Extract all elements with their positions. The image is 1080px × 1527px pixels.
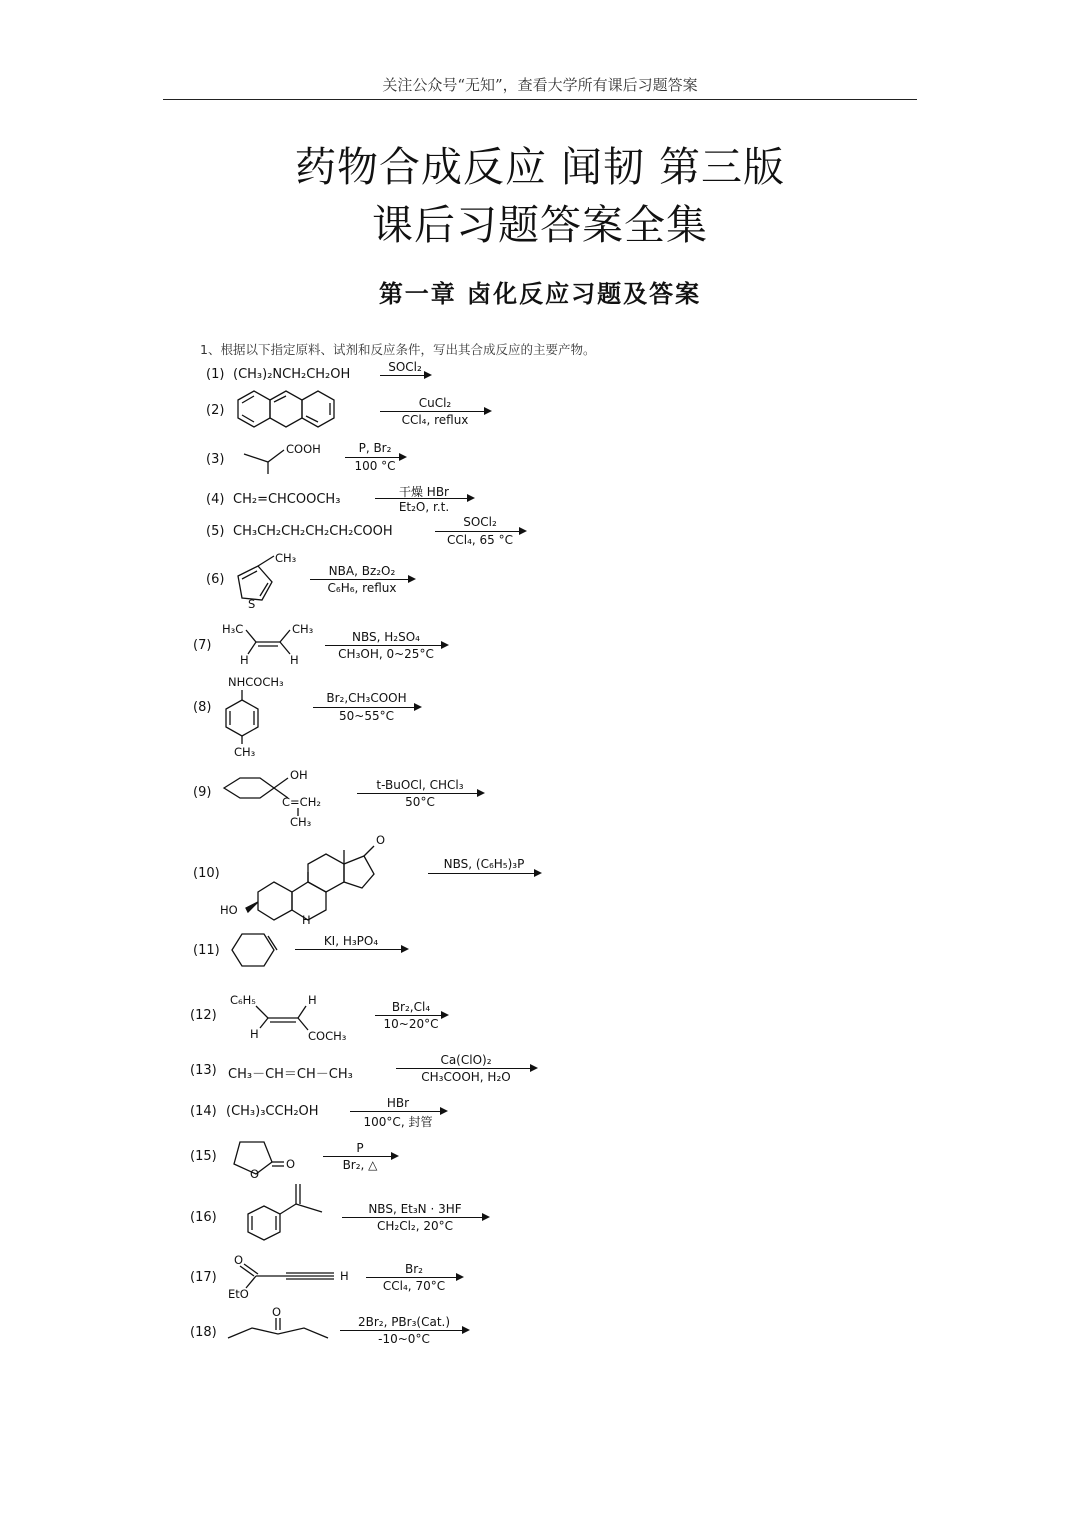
reaction-10-reagent: NBS, (C₆H₅)₃P (443, 857, 525, 871)
reaction-4-arrow (375, 498, 473, 499)
reaction-3-number: (3) (206, 452, 225, 467)
coch3-label: COCH₃ (308, 1029, 347, 1043)
reaction-9-reagent: t-BuOCl, CHCl₃ (376, 778, 464, 792)
c-ch2-label: C=CH₂ (282, 795, 321, 809)
methylthiophene-structure (228, 552, 318, 612)
reaction-5-conditions: CCl₄, 65 °C (447, 533, 513, 547)
cis-butene-structure (220, 620, 330, 670)
reaction-16-arrow (342, 1217, 488, 1218)
reaction-6-number: (6) (206, 572, 225, 587)
reaction-2-number: (2) (206, 403, 225, 418)
reaction-13-reagent: Ca(ClO)₂ (440, 1053, 492, 1067)
ch3-label: CH₃ (275, 551, 297, 565)
methylstyrene-structure (226, 1176, 336, 1246)
reaction-1-number: (1) (206, 367, 225, 382)
reaction-10-arrow (428, 873, 540, 874)
reaction-14-reagent: HBr (386, 1096, 410, 1110)
page-header: 关注公众号“无知”，查看大学所有课后习题答案 (382, 76, 698, 94)
isobutyric-acid-structure (242, 440, 342, 480)
reaction-17-reagent: Br₂ (405, 1262, 423, 1276)
reaction-16-conditions: CH₂Cl₂, 20°C (376, 1219, 453, 1233)
reaction-5-reagent: SOCl₂ (463, 515, 497, 529)
h-label: H (308, 993, 317, 1007)
reaction-2-conditions: CCl₄, reflux (401, 413, 469, 427)
reaction-9-number: (9) (193, 785, 212, 800)
header-divider (163, 99, 917, 100)
reaction-4-reagent: 干燥 HBr (398, 485, 449, 499)
h3c-label: H₃C (222, 622, 244, 636)
reaction-3-conditions: 100 °C (354, 459, 396, 473)
reaction-2-reagent: CuCl₂ (418, 396, 452, 410)
reaction-14-substrate: (CH₃)₃CCH₂OH (226, 1104, 319, 1119)
document-title-line1: 药物合成反应 闻韧 第三版 (294, 143, 786, 191)
reaction-9-arrow (357, 793, 483, 794)
reaction-7-conditions: CH₃OH, 0~25°C (338, 647, 434, 661)
reaction-5-number: (5) (206, 524, 225, 539)
chapter-heading: 第一章 卤化反应习题及答案 (378, 280, 702, 308)
reaction-13-conditions: CH₃COOH, H₂O (421, 1070, 511, 1084)
reaction-17-arrow (366, 1277, 462, 1278)
methylacetanilide-structure (214, 672, 314, 762)
reaction-7-reagent: NBS, H₂SO₄ (352, 630, 420, 644)
cooh-label: COOH (286, 442, 321, 456)
reaction-4-conditions: Et₂O, r.t. (398, 500, 450, 514)
ch3-label: CH₃ (290, 815, 312, 829)
reaction-5-substrate: CH₃CH₂CH₂CH₂CH₂COOH (233, 524, 393, 539)
ethyl-propiolate-structure (226, 1250, 366, 1306)
reaction-7-number: (7) (193, 638, 212, 653)
reaction-16-number: (16) (190, 1210, 217, 1225)
reaction-4-substrate: CH₂=CHCOOCH₃ (233, 492, 341, 507)
reaction-12-conditions: 10~20°C (383, 1017, 439, 1031)
reaction-11-number: (11) (193, 943, 220, 958)
reaction-2-arrow (380, 411, 490, 412)
reaction-1-arrow (380, 375, 430, 376)
reaction-12-number: (12) (190, 1008, 217, 1023)
reaction-1-substrate: (CH₃)₂NCH₂CH₂OH (233, 367, 351, 382)
steroid-structure (218, 828, 428, 928)
benzalacetone-structure (226, 990, 376, 1050)
reaction-6-conditions: C₆H₆, reflux (327, 581, 397, 595)
h-label: H (302, 913, 311, 927)
reaction-8-arrow (313, 707, 420, 708)
reaction-5-arrow (435, 531, 525, 532)
carbonyl-oxygen-label: O (234, 1253, 244, 1267)
c6h5-label: C₆H₅ (230, 993, 256, 1007)
eto-label: EtO (228, 1287, 249, 1301)
reaction-15-reagent: P (356, 1141, 364, 1155)
oxygen-label: O (376, 833, 386, 847)
h-label: H (340, 1269, 349, 1283)
reaction-15-arrow (323, 1156, 397, 1157)
ring-oxygen-label: O (250, 1167, 260, 1181)
reaction-6-reagent: NBA, Bz₂O₂ (328, 564, 396, 578)
pentanone-structure (226, 1304, 336, 1344)
cyclohexene-structure (228, 930, 288, 972)
reaction-12-reagent: Br₂,Cl₄ (391, 1000, 431, 1014)
oh-label: OH (290, 768, 308, 782)
reaction-6-arrow (310, 579, 414, 580)
reaction-17-number: (17) (190, 1270, 217, 1285)
reaction-10-number: (10) (193, 866, 220, 881)
reaction-3-arrow (345, 457, 405, 458)
reaction-14-conditions: 100°C, 封管 (363, 1115, 433, 1129)
reaction-3-reagent: P, Br₂ (358, 441, 392, 455)
reaction-15-conditions: Br₂, △ (342, 1158, 378, 1172)
reaction-18-number: (18) (190, 1325, 217, 1340)
anthracene-structure (228, 388, 368, 438)
sulfur-label: S (248, 597, 256, 611)
reaction-12-arrow (375, 1015, 447, 1016)
reaction-1-reagent: SOCl₂ (388, 360, 422, 374)
reaction-8-conditions: 50~55°C (339, 709, 394, 723)
reaction-18-reagent: 2Br₂, PBr₃(Cat.) (357, 1315, 451, 1329)
reaction-13-substrate: CH₃－CH＝CH－CH₃ (228, 1067, 353, 1082)
h-label: H (240, 653, 249, 667)
reaction-14-number: (14) (190, 1104, 217, 1119)
h-label: H (290, 653, 299, 667)
ho-label: HO (220, 903, 238, 917)
ch3-label: CH₃ (292, 622, 314, 636)
carbonyl-oxygen-label: O (286, 1157, 296, 1171)
reaction-11-arrow (295, 949, 407, 950)
reaction-4-number: (4) (206, 492, 225, 507)
reaction-13-arrow (396, 1068, 536, 1069)
reaction-17-conditions: CCl₄, 70°C (382, 1279, 446, 1293)
ch3-label: CH₃ (234, 745, 256, 759)
oxygen-label: O (272, 1305, 282, 1319)
exercise-instruction: 1、根据以下指定原料、试剂和反应条件，写出其合成反应的主要产物。 (200, 342, 596, 357)
reaction-14-arrow (350, 1111, 446, 1112)
reaction-9-conditions: 50°C (405, 795, 435, 809)
nhcoch3-label: NHCOCH₃ (228, 675, 284, 689)
reaction-8-reagent: Br₂,CH₃COOH (326, 691, 407, 705)
reaction-13-number: (13) (190, 1063, 217, 1078)
reaction-18-conditions: -10~0°C (378, 1332, 430, 1346)
reaction-18-arrow (340, 1330, 468, 1331)
document-title-line2: 课后习题答案全集 (372, 201, 708, 249)
reaction-8-number: (8) (193, 700, 212, 715)
butyrolactone-structure (226, 1134, 316, 1180)
reaction-11-reagent: KI, H₃PO₄ (323, 934, 379, 948)
h-label: H (250, 1027, 259, 1041)
reaction-7-arrow (325, 645, 447, 646)
reaction-15-number: (15) (190, 1149, 217, 1164)
reaction-16-reagent: NBS, Et₃N · 3HF (368, 1202, 462, 1216)
cyclohexanol-structure (220, 766, 360, 830)
